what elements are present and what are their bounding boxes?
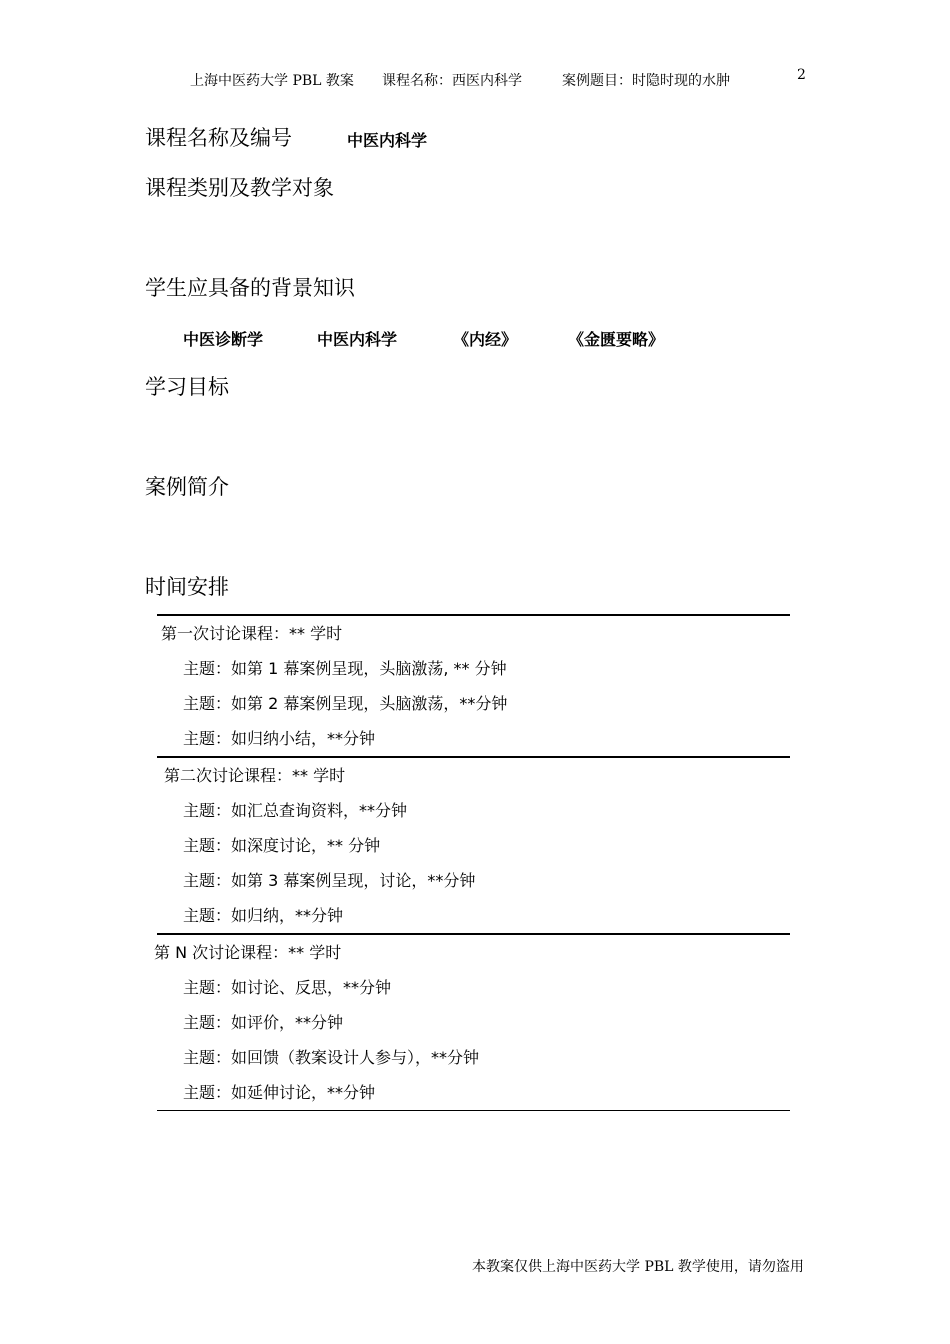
schedule-block-2 (157, 758, 790, 935)
session-title: 第一次讨论课程：** 学时 (161, 624, 343, 643)
session-topic: 主题：如讨论、反思，**分钟 (183, 978, 392, 997)
session-topic: 主题：如归纳，**分钟 (183, 906, 344, 925)
session-topic: 主题：如第 2 幕案例呈现，头脑激荡，**分钟 (183, 694, 508, 713)
header-case-title: 案例题目：时隐时现的水肿 (562, 73, 730, 89)
background-item: 《金匮要略》 (568, 330, 665, 349)
session-topic: 主题：如回馈（教案设计人参与），**分钟 (183, 1048, 480, 1067)
session-topic: 主题：如归纳小结，**分钟 (183, 729, 376, 748)
page-footer: 本教案仅供上海中医药大学 PBL 教学使用，请勿盗用 (472, 1259, 804, 1275)
background-item: 中医诊断学 (183, 330, 264, 349)
course-type-label: 课程类别及教学对象 (145, 176, 334, 200)
session-topic: 主题：如第 3 幕案例呈现，讨论，**分钟 (183, 871, 476, 890)
session-title: 第二次讨论课程：** 学时 (164, 766, 346, 785)
schedule-block-1 (157, 616, 790, 758)
session-topic: 主题：如汇总查询资料，**分钟 (183, 801, 408, 820)
course-name-value: 中医内科学 (347, 131, 428, 150)
schedule-table (154, 614, 790, 1111)
session-topic: 主题：如评价，**分钟 (183, 1013, 344, 1032)
session-topic: 主题：如深度讨论，** 分钟 (183, 836, 381, 855)
session-topic: 主题：如第 1 幕案例呈现，头脑激荡, ** 分钟 (183, 659, 507, 678)
intro-label: 案例简介 (145, 475, 229, 499)
background-label: 学生应具备的背景知识 (145, 276, 355, 300)
course-name-label: 课程名称及编号 (145, 126, 292, 150)
background-item: 《内经》 (453, 330, 518, 349)
objectives-label: 学习目标 (145, 375, 229, 399)
header-school: 上海中医药大学 PBL 教案 (190, 73, 354, 89)
header-course: 课程名称：西医内科学 (382, 73, 522, 89)
schedule-label: 时间安排 (145, 575, 229, 599)
background-item: 中医内科学 (317, 330, 398, 349)
page-number: 2 (797, 67, 806, 83)
session-topic: 主题：如延伸讨论，**分钟 (183, 1083, 376, 1102)
schedule-block-n (154, 935, 790, 1111)
session-title: 第 N 次讨论课程：** 学时 (154, 943, 342, 962)
